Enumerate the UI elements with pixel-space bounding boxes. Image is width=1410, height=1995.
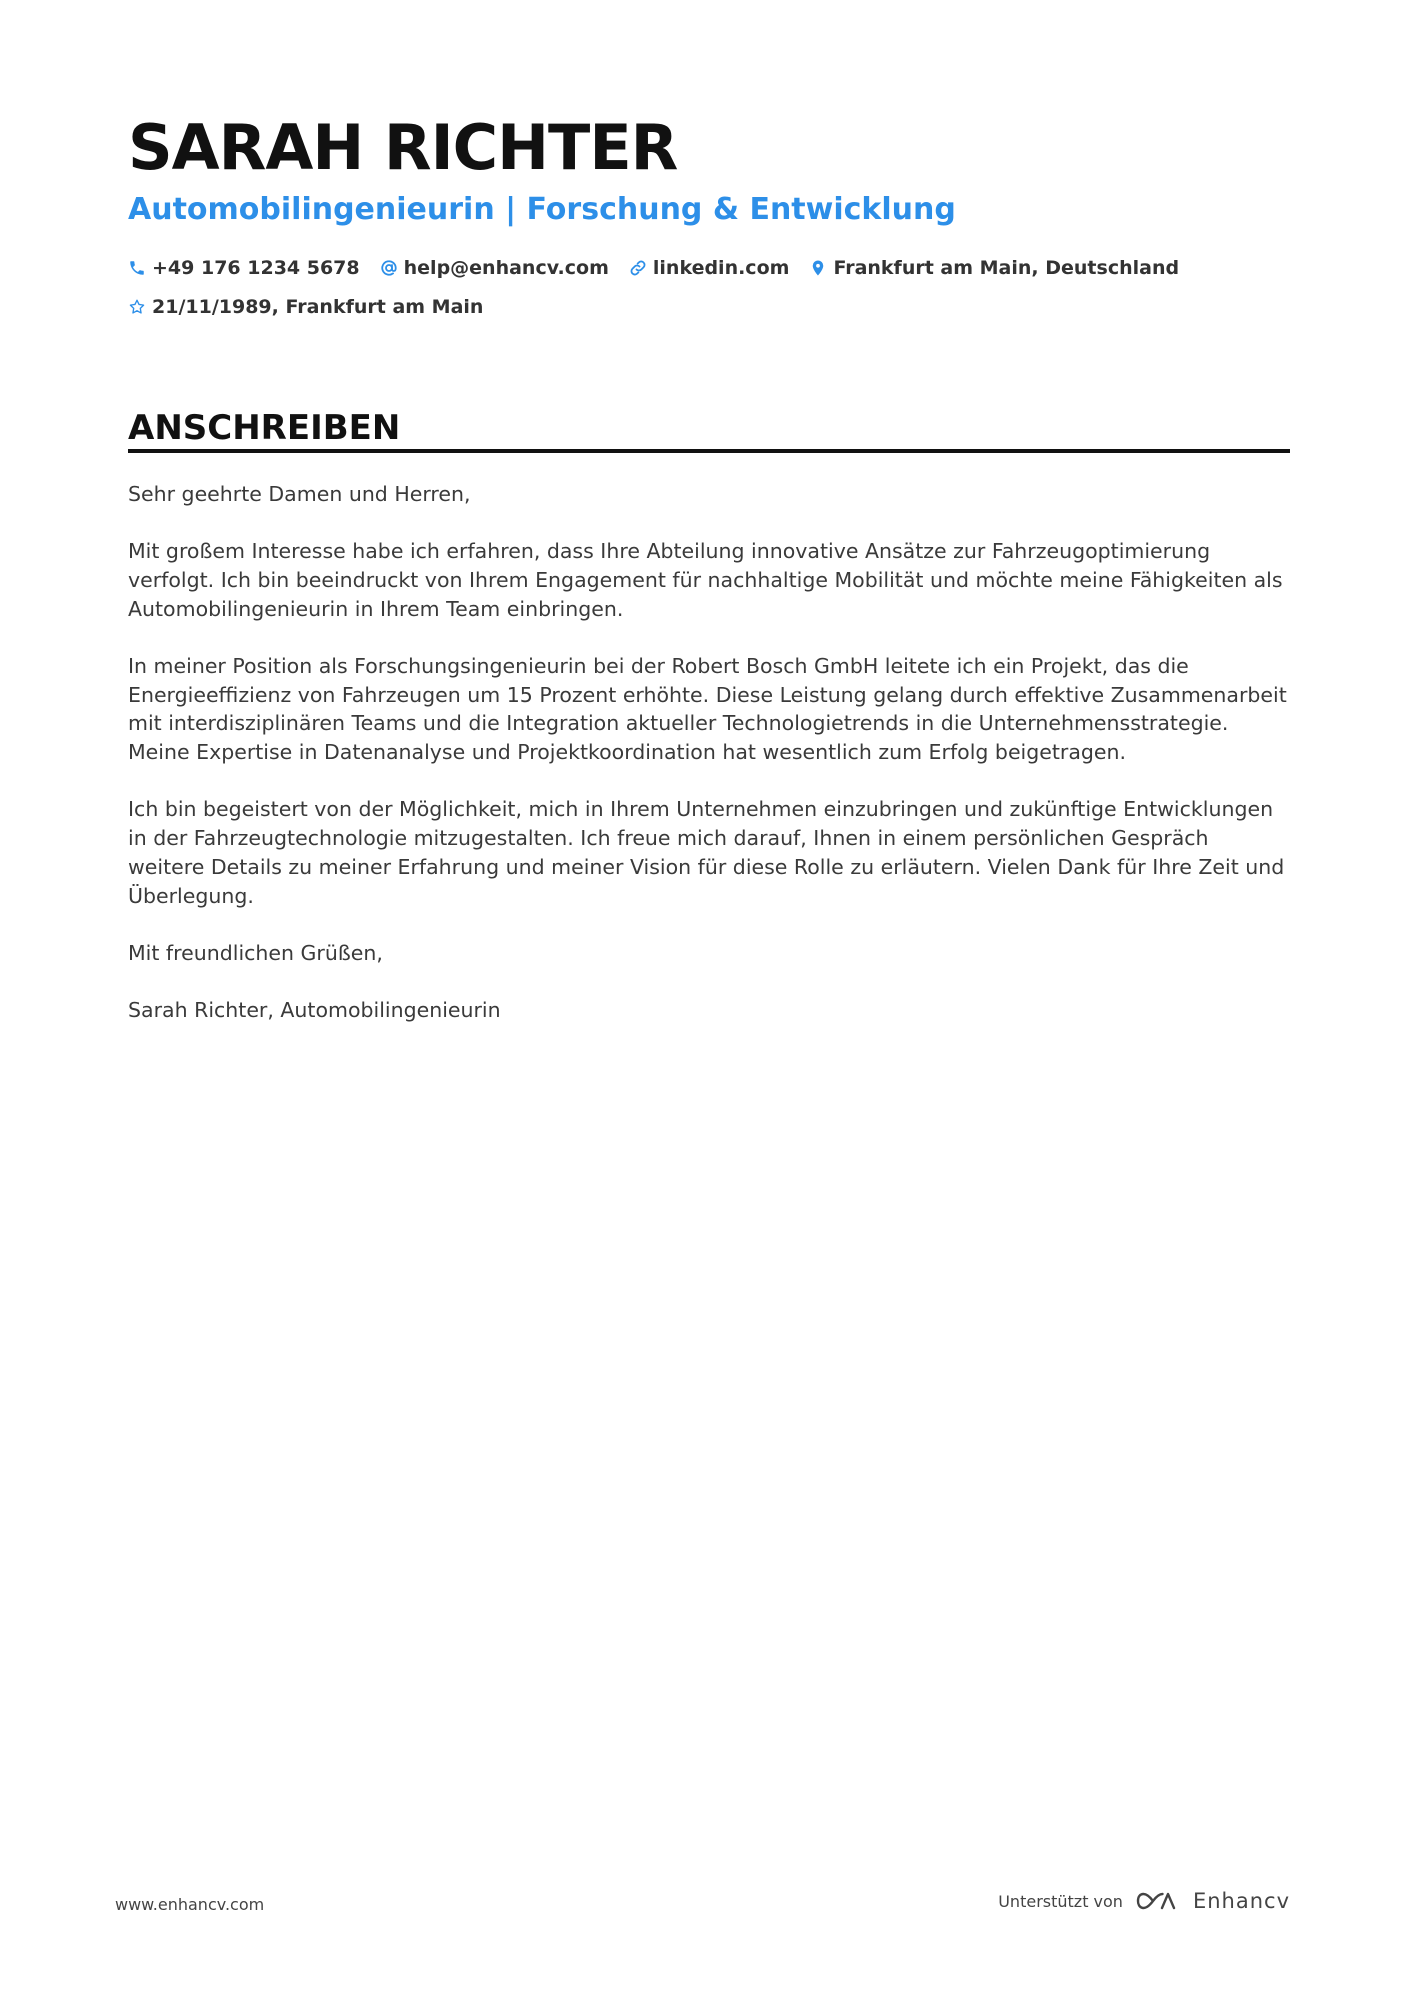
contact-email[interactable] <box>380 254 609 282</box>
contact-phone[interactable] <box>128 254 360 282</box>
letter-paragraph: Mit großem Interesse habe ich erfahren, dass Ihre Abteilung innovative Ansätze zur Fahrzeugoptimierung verfolgt. Ich bin beeindruckt von Ihrem Engagement für nachhaltige Mobilität und möchte meine Fähigkeiten als Automobilingenieurin in Ihrem Team einbringen. <box>128 539 1283 621</box>
section-title: ANSCHREIBEN <box>128 408 401 448</box>
contact-birth <box>128 293 483 321</box>
map-pin-icon <box>809 259 827 277</box>
location-text: Frankfurt am Main, Deutschland <box>833 257 1180 279</box>
applicant-title: Automobilingenieurin | Forschung & Entwicklung <box>128 192 956 227</box>
enhancv-brand-text: Enhancv <box>1192 1889 1290 1913</box>
footer-website[interactable]: www.enhancv.com <box>115 1895 265 1914</box>
contact-link[interactable] <box>629 254 790 282</box>
letter-signature: Sarah Richter, Automobilingenieurin <box>128 998 501 1023</box>
birth-text: 21/11/1989, Frankfurt am Main <box>152 296 484 318</box>
letter-paragraph: In meiner Position als Forschungsingenieurin bei der Robert Bosch GmbH leitete ich ein Projekt, das die Energieeffizienz von Fahrzeugen um 15 Prozent erhöhte. Diese Leistung gelang durch effektive Zusammenarbeit mit interdisziplinären Teams und die Integration aktueller Technologietrends in die Unternehmensstrategie. Meine Expertise in Datenanalyse und Projektkoordination hat wesentlich zum Erfolg beigetragen. <box>128 654 1287 765</box>
phone-text: +49 176 1234 5678 <box>152 257 360 279</box>
contact-location <box>809 254 1179 282</box>
letter-body <box>128 480 1290 1053</box>
link-icon <box>629 259 647 277</box>
letter-greeting: Sehr geehrte Damen und Herren, <box>128 482 471 506</box>
footer-branding[interactable] <box>998 1888 1290 1914</box>
phone-icon <box>128 259 146 277</box>
contact-row-secondary <box>128 293 503 321</box>
contact-row-primary <box>128 254 1199 282</box>
letter-paragraph: Ich bin begeistert von der Möglichkeit, mich in Ihrem Unternehmen einzubringen und zukünftige Entwicklungen in der Fahrzeugtechnologie mitzugestalten. Ich freue mich darauf, Ihnen in einem persönlichen Gespräch weitere Details zu meiner Erfahrung und meiner Vision für diese Rolle zu erläutern. Vielen Dank für Ihre Zeit und Überlegung. <box>128 797 1285 908</box>
link-text: linkedin.com <box>652 257 790 279</box>
email-text: help@enhancv.com <box>403 257 609 279</box>
at-sign-icon <box>380 259 398 277</box>
letter-closing: Mit freundlichen Grüßen, <box>128 940 383 965</box>
enhancv-logo-icon <box>1135 1888 1181 1914</box>
powered-by-text: Unterstützt von <box>998 1891 1123 1911</box>
star-icon <box>128 298 146 316</box>
applicant-name: SARAH RICHTER <box>128 111 678 184</box>
section-divider <box>128 449 1290 453</box>
